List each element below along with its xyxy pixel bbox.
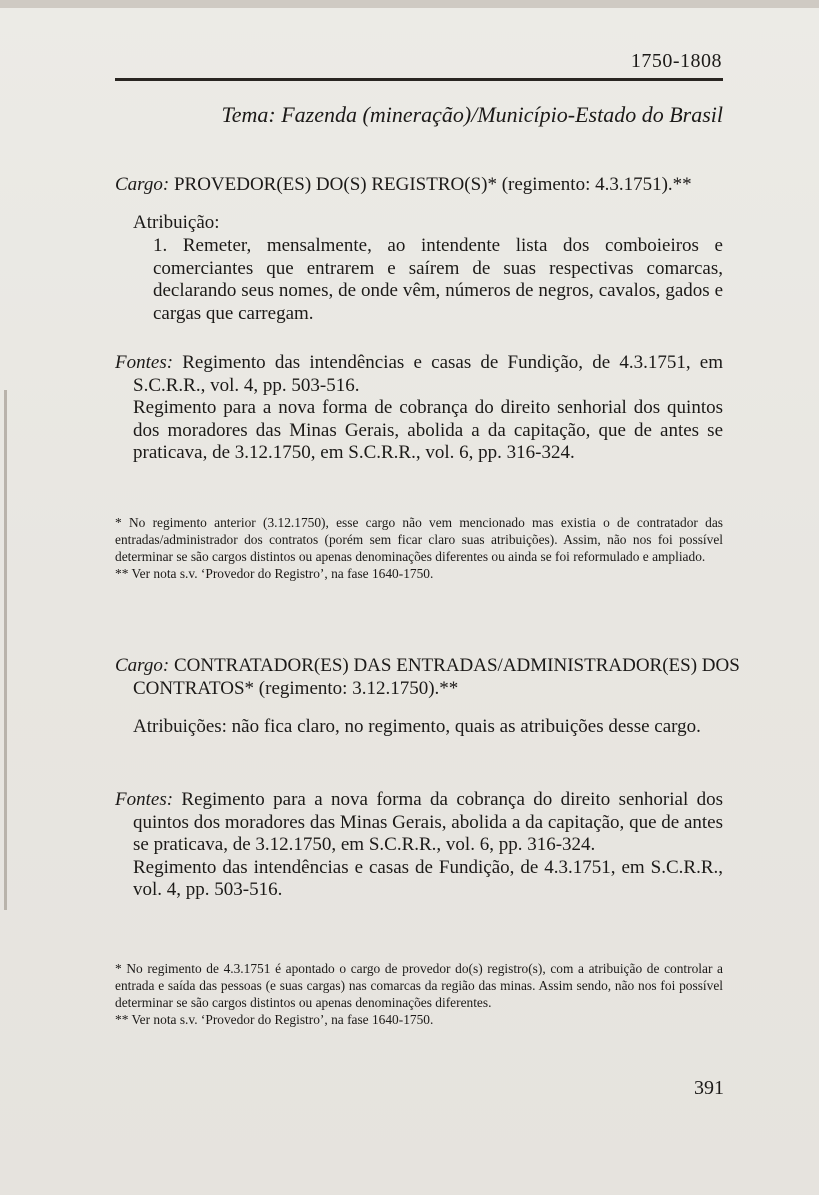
page-number: 391 <box>694 1077 724 1099</box>
cargo-2-atribuicoes: Atribuições: não fica claro, no regimento, quais as atribuições desse cargo. <box>133 716 701 737</box>
cargo-1-fonte-1: Regimento das intendências e casas de Fundição, de 4.3.1751, em S.C.R.R., vol. 4, pp. 503-516. <box>133 352 723 396</box>
cargo-2-footnote-2: ** Ver nota s.v. ‘Provedor do Registro’, na fase 1640-1750. <box>115 1012 434 1027</box>
cargo-2-footnotes <box>115 960 723 1028</box>
scan-top-edge <box>0 0 819 8</box>
header-rule <box>115 78 723 81</box>
cargo-1-fontes <box>115 352 723 465</box>
cargo-1-footnote-1: * No regimento anterior (3.12.1750), esse cargo não vem mencionado mas existia o de contratador das entradas/administrador dos contratos (porém sem ficar claro suas atribuições). Assim, não nos foi possível determinar se são cargos distintos ou apenas denominações diferentes ou ainda se foi reformulado e ampliado. <box>115 515 723 564</box>
cargo-2-fontes <box>115 789 723 902</box>
cargo-label: Cargo: <box>115 174 170 195</box>
cargo-2-fonte-1: Regimento para a nova forma da cobrança do direito senhorial dos quintos dos moradores das Minas Gerais, abolida a da capitação, que de antes se praticava, de 3.12.1750, em S.C.R.R., vol. 6, pp. 316-324. <box>133 789 724 855</box>
scan-left-shadow <box>4 390 7 910</box>
cargo-1-heading <box>115 174 723 197</box>
cargo-1-title: PROVEDOR(ES) DO(S) REGISTRO(S)* (regimento: 4.3.1751).** <box>173 174 692 195</box>
cargo-1-footnotes <box>115 514 723 582</box>
cargo-2-heading <box>115 655 741 700</box>
cargo-1-atribuicao-label: Atribuição: <box>133 212 220 233</box>
section-theme: Tema: Fazenda (mineração)/Município-Estado do Brasil <box>221 102 723 127</box>
header-year-range: 1750-1808 <box>630 50 722 72</box>
cargo-2-fonte-2: Regimento das intendências e casas de Fundição, de 4.3.1751, em S.C.R.R., vol. 4, pp. 503-516. <box>133 856 723 900</box>
cargo-2-title: CONTRATADOR(ES) DAS ENTRADAS/ADMINISTRADOR(ES) DOS CONTRATOS* (regimento: 3.12.1750).** <box>133 655 740 699</box>
cargo-1-footnote-2: ** Ver nota s.v. ‘Provedor do Registro’, na fase 1640-1750. <box>115 566 434 581</box>
cargo-1-fonte-2: Regimento para a nova forma de cobrança do direito senhorial dos quintos dos moradores das Minas Gerais, abolida a da capitação, que de antes se praticava, de 3.12.1750, em S.C.R.R., vol. 6, pp. 316-324. <box>133 397 723 463</box>
cargo-2-footnote-1: * No regimento de 4.3.1751 é apontado o cargo de provedor do(s) registro(s), com a atribuição de controlar a entrada e saída das pessoas (e suas cargas) nas comarcas da região das minas. Assim sendo, não nos foi possível determinar se são cargos distintos ou apenas denominações diferentes. <box>115 961 723 1010</box>
fontes-label: Fontes: <box>115 789 174 810</box>
cargo-label: Cargo: <box>115 655 170 676</box>
cargo-1-atribuicao-item: 1. Remeter, mensalmente, ao intendente lista dos comboieiros e comerciantes que entrarem e saírem de suas respectivas comarcas, declarando seus nomes, de onde vêm, números de negros, cavalos, gados e cargas que carregam. <box>153 235 723 324</box>
fontes-label: Fontes: <box>115 352 174 373</box>
